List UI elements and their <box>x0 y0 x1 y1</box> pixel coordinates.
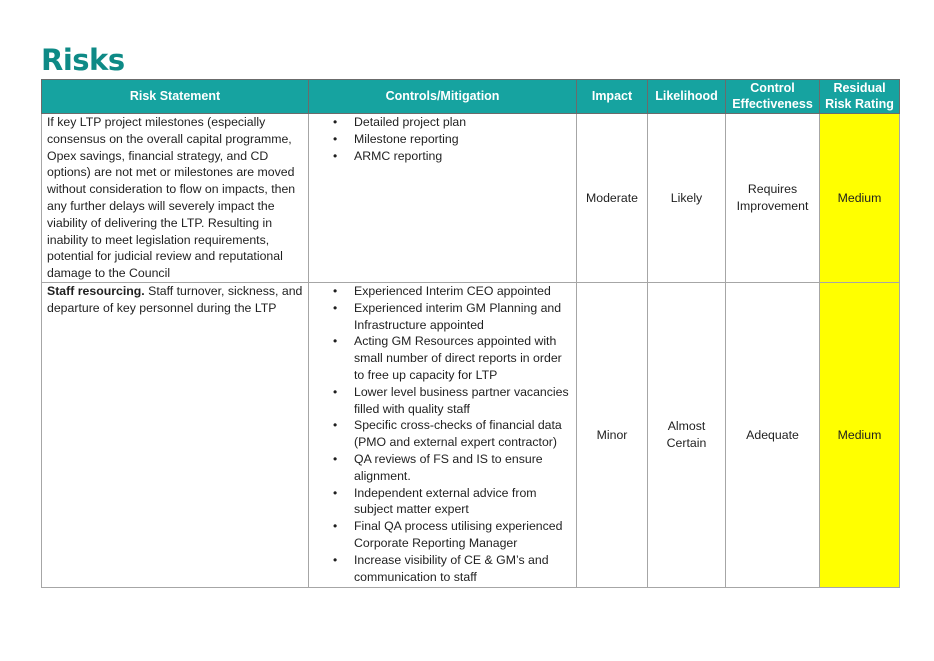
control-item: • Increase visibility of CE & GM’s and communication to staff <box>354 552 571 586</box>
controls-list <box>314 114 571 164</box>
controls-list <box>314 283 571 585</box>
likelihood-cell: Likely <box>648 114 726 283</box>
residual-risk-rating-cell: Medium <box>820 114 900 283</box>
control-item: • ARMC reporting <box>354 148 571 165</box>
control-item: • Experienced interim GM Planning and Infrastructure appointed <box>354 300 571 334</box>
table-row <box>42 114 900 283</box>
risk-statement-text: Staff turnover, sickness, and departure of key personnel during the LTP <box>47 283 303 315</box>
header-impact: Impact <box>577 80 648 114</box>
control-item: • Experienced Interim CEO appointed <box>354 283 571 300</box>
impact-cell: Moderate <box>577 114 648 283</box>
control-item: • Final QA process utilising experienced Corporate Reporting Manager <box>354 518 571 552</box>
header-risk-statement: Risk Statement <box>42 80 309 114</box>
header-control-effectiveness: Control Effectiveness <box>726 80 820 114</box>
controls-cell <box>309 282 577 587</box>
controls-cell <box>309 114 577 283</box>
control-item: • Milestone reporting <box>354 131 571 148</box>
control-effectiveness-cell: Adequate <box>726 282 820 587</box>
risks-table <box>41 79 900 588</box>
control-item: • Acting GM Resources appointed with small number of direct reports in order to free up capacity for LTP <box>354 333 571 383</box>
table-header-row <box>42 80 900 114</box>
risk-statement-cell <box>42 114 309 283</box>
risk-statement-text: If key LTP project milestones (especially consensus on the overall capital programme, Opex savings, financial strategy, and CD options) are not met or milestones are moved without consideration to flow on impacts, then any further delays will severely impact the viability of delivering the LTP. Resulting in inability to meet legislation requirements, potential for judicial review and reputational damage to the Council <box>47 115 296 281</box>
impact-cell: Minor <box>577 282 648 587</box>
control-item: • Lower level business partner vacancies filled with quality staff <box>354 384 571 418</box>
table-row <box>42 282 900 587</box>
control-item: • QA reviews of FS and IS to ensure alignment. <box>354 451 571 485</box>
risk-statement-cell <box>42 282 309 587</box>
control-item: • Specific cross-checks of financial data (PMO and external expert contractor) <box>354 417 571 451</box>
risk-lead: Staff resourcing. <box>47 283 145 298</box>
residual-risk-rating-cell: Medium <box>820 282 900 587</box>
likelihood-cell: Almost Certain <box>648 282 726 587</box>
control-item: • Independent external advice from subject matter expert <box>354 485 571 519</box>
header-likelihood: Likelihood <box>648 80 726 114</box>
header-controls-mitigation: Controls/Mitigation <box>309 80 577 114</box>
page-title: Risks <box>41 43 125 77</box>
control-effectiveness-cell: Requires Improvement <box>726 114 820 283</box>
control-item: • Detailed project plan <box>354 114 571 131</box>
header-residual-risk-rating: Residual Risk Rating <box>820 80 900 114</box>
